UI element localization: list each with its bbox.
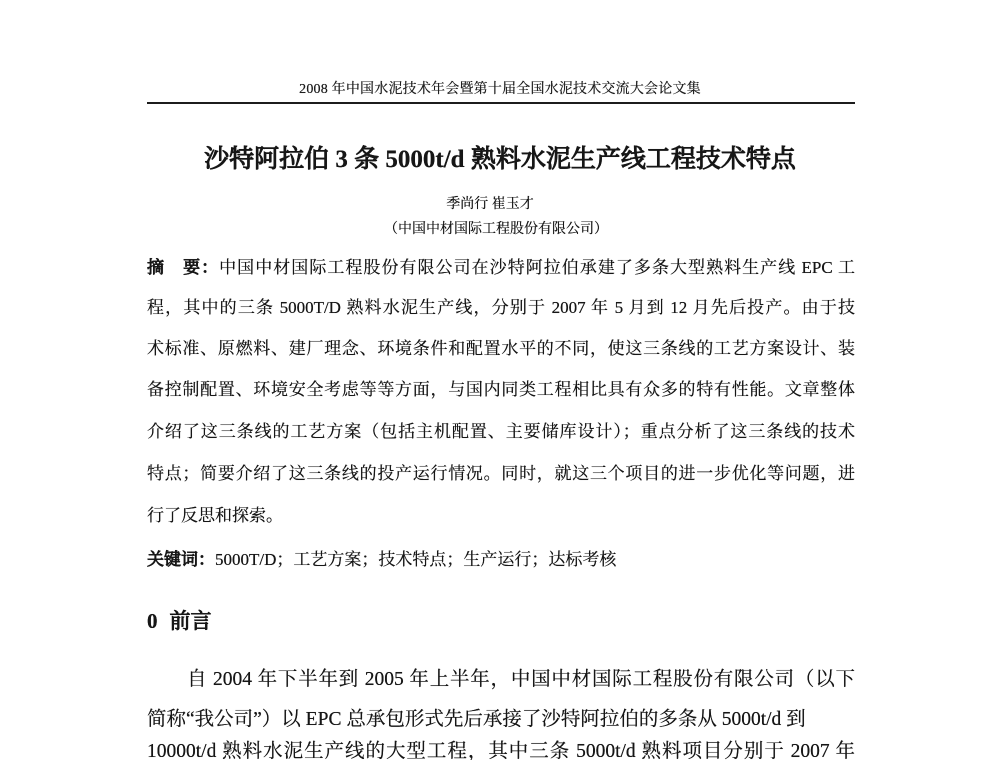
abstract-line: 行了反思和探索。 xyxy=(147,506,283,525)
paper-title: 沙特阿拉伯 3 条 5000t/d 熟料水泥生产线工程技术特点 xyxy=(204,146,796,173)
abstract-line-text: 中国中材国际工程股份有限公司在沙特阿拉伯承建了多条大型熟料生产线 EPC 工 xyxy=(219,258,855,277)
abstract-line: 术标准、原燃料、建厂理念、环境条件和配置水平的不同，使这三条线的工艺方案设计、装 xyxy=(147,339,855,358)
section-number: 0 xyxy=(147,609,158,633)
keywords-text: 5000T/D；工艺方案；技术特点；生产运行；达标考核 xyxy=(215,550,617,569)
abstract-line: 特点；简要介绍了这三条线的投产运行情况。同时，就这三个项目的进一步优化等问题，进 xyxy=(147,464,855,483)
paragraph-line: 自 2004 年下半年到 2005 年上半年，中国中材国际工程股份有限公司（以下 xyxy=(187,669,855,690)
author-names: 季尚行 崔玉才 xyxy=(446,197,534,212)
abstract-line: 程，其中的三条 5000T/D 熟料水泥生产线，分别于 2007 年 5 月到 12 月先后投产。由于技 xyxy=(147,298,855,317)
section-heading xyxy=(147,606,855,636)
header-rule xyxy=(147,102,855,104)
section-title: 前言 xyxy=(169,609,212,633)
paragraph-line: 简称“我公司”）以 EPC 总承包形式先后承接了沙特阿拉伯的多条从 5000t/d 到 xyxy=(147,709,806,730)
author-affiliation: （中国中材国际工程股份有限公司） xyxy=(384,222,608,237)
abstract-line xyxy=(147,256,855,280)
keywords-label: 关键词： xyxy=(147,550,215,569)
abstract-line: 备控制配置、环境安全考虑等等方面，与国内同类工程相比具有众多的特有性能。文章整体 xyxy=(147,380,855,399)
paragraph-line-cut-off: 10000t/d 熟料水泥生产线的大型工程，其中三条 5000t/d 熟料项目分别于 2007 年 xyxy=(147,741,855,760)
abstract-line: 介绍了这三条线的工艺方案（包括主机配置、主要储库设计）；重点分析了这三条线的技术 xyxy=(147,422,855,441)
keywords xyxy=(147,548,855,572)
running-header: 2008 年中国水泥技术年会暨第十届全国水泥技术交流大会论文集 xyxy=(299,82,701,97)
abstract-label: 摘 要： xyxy=(147,258,220,277)
